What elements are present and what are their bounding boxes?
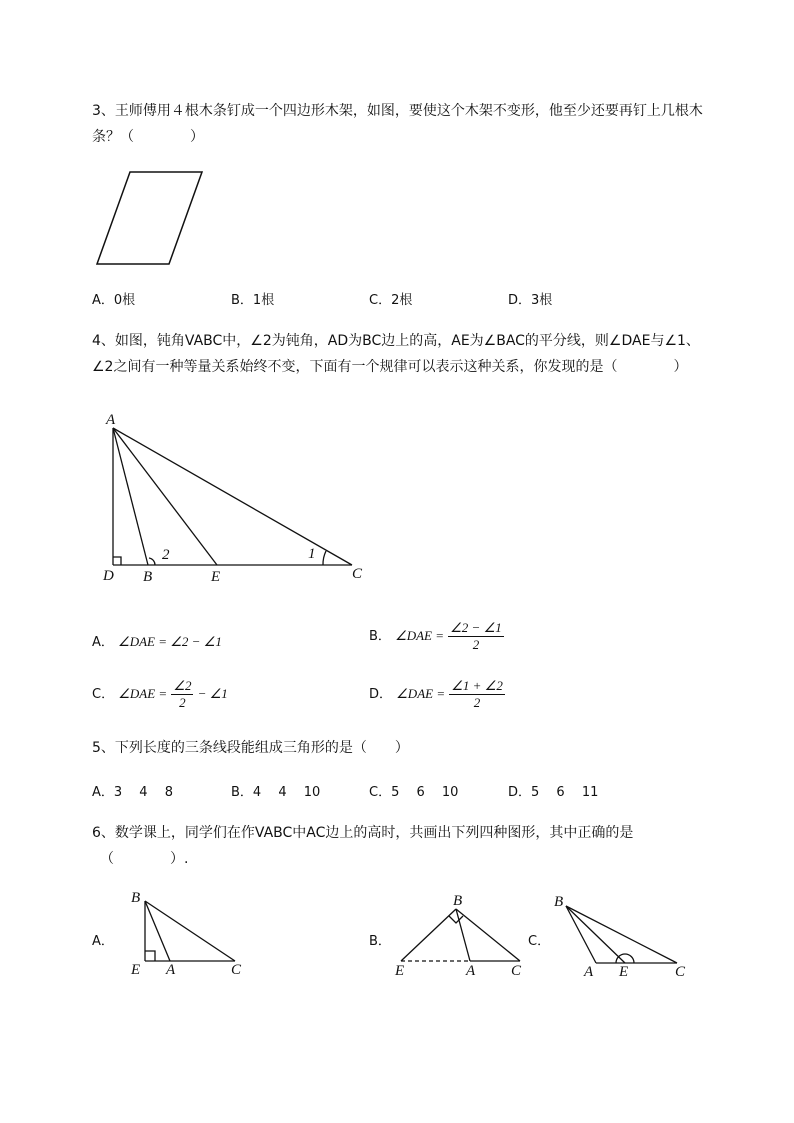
q5-option-b: B．4 4 10 — [231, 785, 321, 800]
q4-option-c-rest: − ∠1 — [197, 686, 228, 701]
q5-text-line1: 5、下列长度的三条线段能组成三角形的是（ ） — [92, 740, 409, 756]
q6c-label-e: E — [619, 964, 629, 980]
q6a-label-b: B — [131, 890, 141, 906]
q6a-label-c: C — [231, 962, 242, 978]
point-label-e: E — [211, 569, 221, 585]
q6b-label-b: B — [453, 893, 463, 909]
point-label-a: A — [106, 412, 116, 428]
q6-figure-c — [566, 906, 677, 963]
q4-option-d-denominator: 2 — [473, 695, 481, 710]
q6a-label-e: E — [131, 962, 141, 978]
q4-option-d-lhs: ∠DAE = — [396, 686, 446, 701]
q6b-label-c: C — [511, 963, 522, 979]
q6b-label-e: E — [395, 963, 405, 979]
q6c-label-a: A — [584, 964, 594, 980]
q4-option-c-denominator: 2 — [179, 695, 186, 710]
q4-option-a-expr: ∠DAE = ∠2 − ∠1 — [118, 634, 222, 649]
q4-option-d-letter: D． — [369, 687, 393, 702]
q6-figure-b — [401, 909, 520, 961]
q3-text-line2: 条？（ ） — [92, 129, 204, 145]
q4-option-b-lhs: ∠DAE = — [395, 628, 445, 643]
q5-option-a: A．3 4 8 — [92, 785, 173, 800]
q3-option-b: B．1根 — [231, 293, 275, 308]
q4-option-c-letter: C． — [92, 687, 115, 702]
q6a-label-a: A — [166, 962, 176, 978]
q6-option-b: B． — [369, 934, 391, 949]
point-label-d: D — [103, 568, 114, 584]
q4-option-a-letter: A． — [92, 635, 114, 650]
q5-option-c: C．5 6 10 — [369, 785, 459, 800]
q4-option-d-numerator: ∠1 + ∠2 — [451, 678, 503, 693]
q6-text-line2: （ ）. — [100, 851, 189, 867]
angle-label-2: 2 — [162, 547, 170, 563]
point-label-b: B — [143, 569, 153, 585]
q6c-label-b: B — [554, 894, 564, 910]
q6c-label-c: C — [675, 964, 686, 980]
q6-option-a: A． — [92, 934, 114, 949]
q6-text-line1: 6、数学课上，同学们在作VABC中AC边上的高时，共画出下列四种图形，其中正确的是 — [92, 825, 634, 841]
q6-option-c: C． — [528, 934, 551, 949]
angle-label-1: 1 — [308, 546, 316, 562]
q4-option-c-numerator: ∠2 — [173, 678, 192, 693]
q4-option-b-letter: B． — [369, 629, 391, 644]
q4-option-c-lhs: ∠DAE = — [118, 686, 168, 701]
q3-option-d: D．3根 — [508, 293, 553, 308]
q4-text-line1: 4、如图，钝角VABC中，∠2为钝角，AD为BC边上的高，AE为∠BAC的平分线，则∠DAE与∠1、 — [92, 333, 700, 349]
q4-text-line2: ∠2之间有一种等量关系始终不变，下面有一个规律可以表示这种关系，你发现的是（ ） — [92, 359, 688, 375]
q3-option-a: A．0根 — [92, 293, 136, 308]
q6-figure-a — [145, 901, 235, 961]
q6b-label-a: A — [466, 963, 476, 979]
q4-option-b-numerator: ∠2 − ∠1 — [450, 620, 502, 635]
q5-option-d: D．5 6 11 — [508, 785, 599, 800]
q3-text-line1: 3、王师傅用４根木条钉成一个四边形木架，如图，要使这个木架不变形，他至少还要再钉上几根木 — [92, 103, 703, 119]
q4-option-b-denominator: 2 — [472, 637, 480, 652]
q3-option-c: C．2根 — [369, 293, 413, 308]
point-label-c: C — [352, 566, 363, 582]
